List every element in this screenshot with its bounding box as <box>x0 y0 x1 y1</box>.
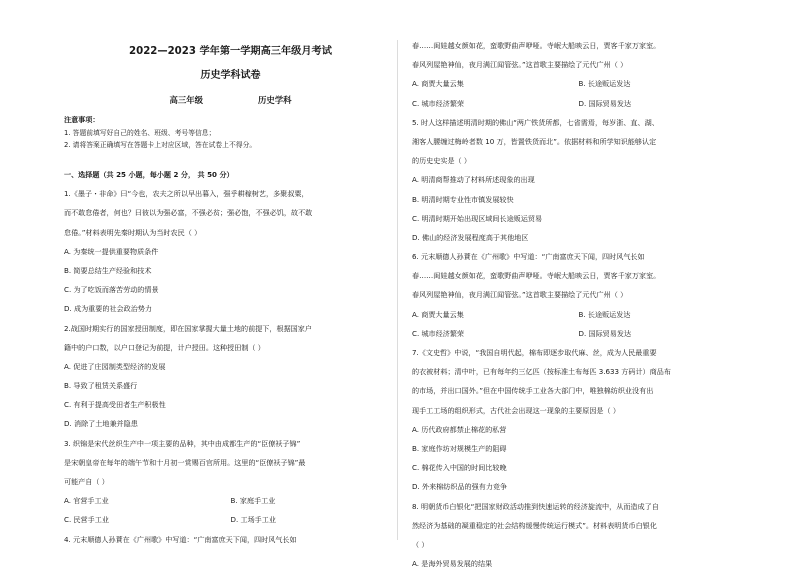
exam-title: 2022—2023 学年第一学期高三年级月考试 <box>129 46 332 57</box>
question-3-options-row <box>64 491 397 510</box>
question-6-text: 春风列屋艳神仙，夜月满江闻管弦。”这首歌主要描绘了元代广州（ ） <box>412 290 628 300</box>
question-6-option-a: A. 商贾大量云集 <box>412 309 464 319</box>
question-8-text: 然经济为基础的凝重稳定的社会结构缓慢传统运行模式”。材料表明货币白银化 <box>412 520 657 530</box>
question-1-text: 而不敢怠倦者，何也？曰彼以为强必富，不强必贫；强必饱，不强必饥，故不敢 <box>64 208 313 218</box>
section-heading: 一、选择题（共 25 小题，每小题 2 分， 共 50 分） <box>64 170 234 179</box>
subject-label: 历史学科 <box>257 95 292 105</box>
question-7-option-c: C. 棉花传入中国的时间比较晚 <box>412 463 507 473</box>
subject-title: 历史学科试卷 <box>200 70 261 81</box>
question-3-text: 3. 织锦是宋代丝织生产中一项主要的品种，其中由成都生产的“臣僚袄子锦” <box>64 438 301 448</box>
question-3-text: 可能产自（ ） <box>64 477 109 486</box>
question-3-text: 是宋朝皇帝在每年的端午节和十月初一赏赐百官所用。这里的“臣僚袄子锦”最 <box>64 457 306 467</box>
question-5-text: 湘客人腰缠过梅岭者数 10 万，皆置铁货而北”。依据材料和所学知识能够认定 <box>412 136 657 146</box>
question-2-option-d: D. 消除了土地兼并隐患 <box>64 419 138 429</box>
question-7-text: 的衣被材料；清中叶，已有每年约三亿匹（按标准土布每匹 3.633 方码计）商品布 <box>412 367 671 377</box>
question-7-option-a: A. 历代政府都禁止棉花的私营 <box>412 424 507 434</box>
question-7-option-d: D. 外来棉纺织品的强有力竞争 <box>412 482 508 492</box>
question-6-options-row <box>412 324 745 343</box>
question-7-text: 的市场，并出口国外。”但在中国传统手工业各大部门中，唯独棉纺织业没有出 <box>412 386 654 396</box>
question-6-options-row <box>412 305 745 324</box>
right-column <box>412 36 745 573</box>
question-5-option-d: D. 佛山的经济发展程度高于其他地区 <box>412 232 529 242</box>
question-4-options-row <box>412 94 745 113</box>
question-8-text: （ ） <box>412 539 429 549</box>
question-4-text: 春……闺娃越女颜如花，蛮歌野曲声咿哑。寺岷大船映云日，贾客千家万家室。 <box>412 41 661 50</box>
question-8-option-a: A. 是海外贸易发展的结果 <box>412 559 493 569</box>
question-1-option-a: A. 为秦统一提供重要物质条件 <box>64 246 159 256</box>
notice-heading: 注意事项： <box>64 115 100 124</box>
notice-item: 1. 答题前填写好自己的姓名、班级、考号等信息； <box>64 129 216 137</box>
question-2-option-b: B. 导致了租赁关系盛行 <box>64 381 138 391</box>
question-4-text: 春风列屋艳神仙，夜月满江闻管弦。”这首歌主要描绘了元代广州（ ） <box>412 60 628 70</box>
question-6-option-c: C. 城市经济繁荣 <box>412 328 465 338</box>
question-3-option-b: B. 家庭手工业 <box>230 496 276 506</box>
question-4-text: 4. 元末顺德人孙蕡在《广州歌》中写道：“广南富庶天下闻，四时风气长如 <box>64 534 297 544</box>
question-8-text: 8. 明朝货币白银化“把国家财政活动推到快速运转的经济旋流中，从而造成了自 <box>412 501 659 511</box>
question-7-option-b: B. 家庭作坊对规模生产的阻碍 <box>412 443 507 453</box>
question-6-option-b: B. 长途贩运发达 <box>578 309 631 319</box>
question-6-option-d: D. 国际贸易发达 <box>578 328 632 338</box>
column-divider <box>397 40 398 540</box>
question-3-option-d: D. 工场手工业 <box>230 515 276 525</box>
question-2-option-a: A. 促进了庄园制类型经济的发展 <box>64 361 166 371</box>
question-4-option-b: B. 长途贩运发达 <box>578 79 631 89</box>
question-7-text: 现手工工场的组织形式，古代社会出现这一现象的主要原因是（ ） <box>412 405 620 415</box>
question-3-options-row <box>64 510 397 529</box>
grade-label: 高三年级 <box>169 95 204 105</box>
notice-item: 2. 请将答案正确填写在答题卡上对应区域，答在试卷上不得分。 <box>64 141 257 149</box>
question-6-text: 春……闺娃越女颜如花，蛮歌野曲声咿哑。寺岷大船映云日，贾客千家万家室。 <box>412 271 661 281</box>
question-2-text: 籍中的户口数，以户口登记为前提，计户授田。这种授田制（ ） <box>64 342 265 352</box>
grade-subject-line <box>64 88 397 113</box>
question-3-option-a: A. 官营手工业 <box>64 496 109 506</box>
question-4-option-d: D. 国际贸易发达 <box>578 98 632 108</box>
question-2-text: 2.战国时期实行的国家授田制度，即在国家掌握大量土地的前提下，根据国家户 <box>64 323 312 333</box>
question-4-option-a: A. 商贾大量云集 <box>412 79 464 89</box>
question-5-option-a: A. 明清商帮推动了材料所述现象的出现 <box>412 175 535 185</box>
question-5-text: 的历史史实是（ ） <box>412 156 472 166</box>
question-1-text: 1.《墨子・非命》曰“今也，农夫之所以早出暮入，强乎耕稼树艺，多聚叔粟， <box>64 189 309 199</box>
question-7-text: 7.《文史哲》中说，“我国自明代起，棉布即逐步取代麻、丝，成为人民最重要 <box>412 348 657 357</box>
question-1-option-d: D. 成为重要的社会政治势力 <box>64 304 153 314</box>
question-5-text: 5. 时人这样描述明清时期的佛山“两广铁货所都，七省需焉，每岁浙、直、湖、 <box>412 117 659 127</box>
question-1-text: 怠倦。”材料表明先秦时期认为当时农民（ ） <box>64 227 202 237</box>
question-1-option-b: B. 简要总结生产经验和技术 <box>64 265 152 275</box>
question-6-text: 6. 元末顺德人孙蕡在《广州歌》中写道：“广南富庶天下闻，四时风气长如 <box>412 252 645 262</box>
question-3-option-c: C. 民营手工业 <box>64 515 109 525</box>
question-2-option-c: C. 有利于提高受田者生产积极性 <box>64 400 166 410</box>
question-5-option-c: C. 明清时期开始出现区域间长途贩运贸易 <box>412 213 543 223</box>
question-4-option-c: C. 城市经济繁荣 <box>412 98 465 108</box>
left-column <box>64 40 397 549</box>
question-1-option-c: C. 为了吃饭而落苦劳动的情景 <box>64 285 159 295</box>
question-4-options-row <box>412 74 745 93</box>
question-5-option-b: B. 明清时期专业性市镇发展较快 <box>412 194 514 204</box>
